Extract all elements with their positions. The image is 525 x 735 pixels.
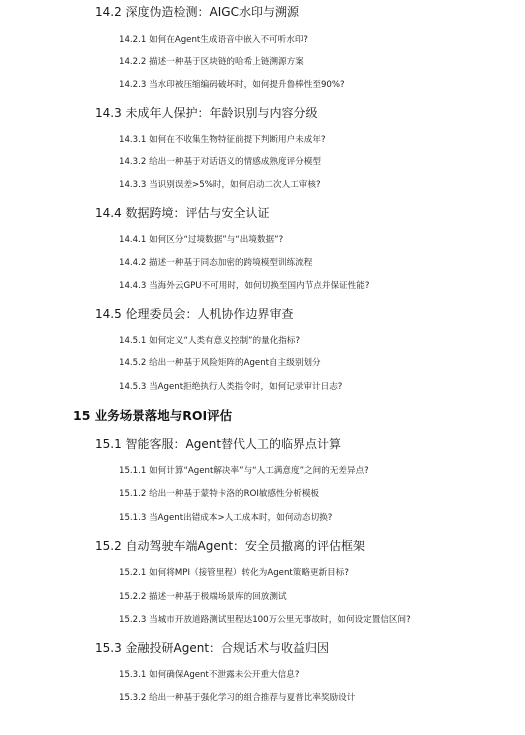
- subsection-entry: 14.5.2 给出一种基于风险矩阵的Agent自主级别划分: [119, 358, 321, 368]
- subsection-entry: 14.3.1 如何在不收集生物特征前提下判断用户未成年?: [119, 135, 326, 145]
- subsection-entry: 14.5.3 当Agent拒绝执行人类指令时，如何记录审计日志?: [119, 382, 343, 392]
- chapter-heading: 15 业务场景落地与ROI评估: [73, 408, 233, 423]
- section-heading: 15.3 金融投研Agent：合规话术与收益归因: [95, 641, 330, 655]
- subsection-entry: 15.3.2 给出一种基于强化学习的组合推荐与夏普比率奖励设计: [119, 693, 356, 703]
- section-heading: 14.2 深度伪造检测：AIGC水印与溯源: [95, 5, 299, 19]
- section-heading: 14.3 未成年人保护：年龄识别与内容分级: [95, 106, 318, 120]
- section-heading: 15.2 自动驾驶车端Agent：安全员撤离的评估框架: [95, 539, 366, 553]
- subsection-entry: 15.1.3 当Agent出错成本>人工成本时，如何动态切换?: [119, 513, 333, 523]
- subsection-entry: 15.1.2 给出一种基于蒙特卡洛的ROI敏感性分析模板: [119, 489, 320, 499]
- section-heading: 14.5 伦理委员会：人机协作边界审查: [95, 307, 294, 321]
- section-heading: 14.4 数据跨境：评估与安全认证: [95, 206, 270, 220]
- subsection-entry: 14.5.1 如何定义“人类有意义控制”的量化指标?: [119, 336, 301, 346]
- subsection-entry: 15.2.1 如何将MPI（接管里程）转化为Agent策略更新目标?: [119, 568, 349, 578]
- subsection-entry: 14.4.1 如何区分“过境数据”与“出境数据”?: [119, 235, 284, 245]
- subsection-entry: 14.4.3 当海外云GPU不可用时，如何切换至国内节点并保证性能?: [119, 281, 370, 291]
- subsection-entry: 14.2.2 描述一种基于区块链的哈希上链溯源方案: [119, 57, 304, 67]
- section-heading: 15.1 智能客服：Agent替代人工的临界点计算: [95, 437, 342, 451]
- subsection-entry: 15.3.1 如何确保Agent不泄露未公开重大信息?: [119, 670, 300, 680]
- subsection-entry: 15.1.1 如何计算“Agent解决率”与“人工满意度”之间的无差异点?: [119, 466, 369, 476]
- subsection-entry: 15.2.3 当城市开放道路测试里程达100万公里无事故时，如何设定置信区间?: [119, 615, 411, 625]
- subsection-entry: 15.2.2 描述一种基于极端场景库的回放测试: [119, 592, 287, 602]
- subsection-entry: 14.2.1 如何在Agent生成语音中嵌入不可听水印?: [119, 35, 308, 45]
- subsection-entry: 14.4.2 描述一种基于同态加密的跨境模型训练流程: [119, 258, 313, 268]
- subsection-entry: 14.3.2 给出一种基于对话语义的情感成熟度评分模型: [119, 157, 321, 167]
- subsection-entry: 14.2.3 当水印被压缩编码破坏时，如何提升鲁棒性至90%?: [119, 80, 345, 90]
- subsection-entry: 14.3.3 当识别误差>5%时，如何启动二次人工审核?: [119, 180, 321, 190]
